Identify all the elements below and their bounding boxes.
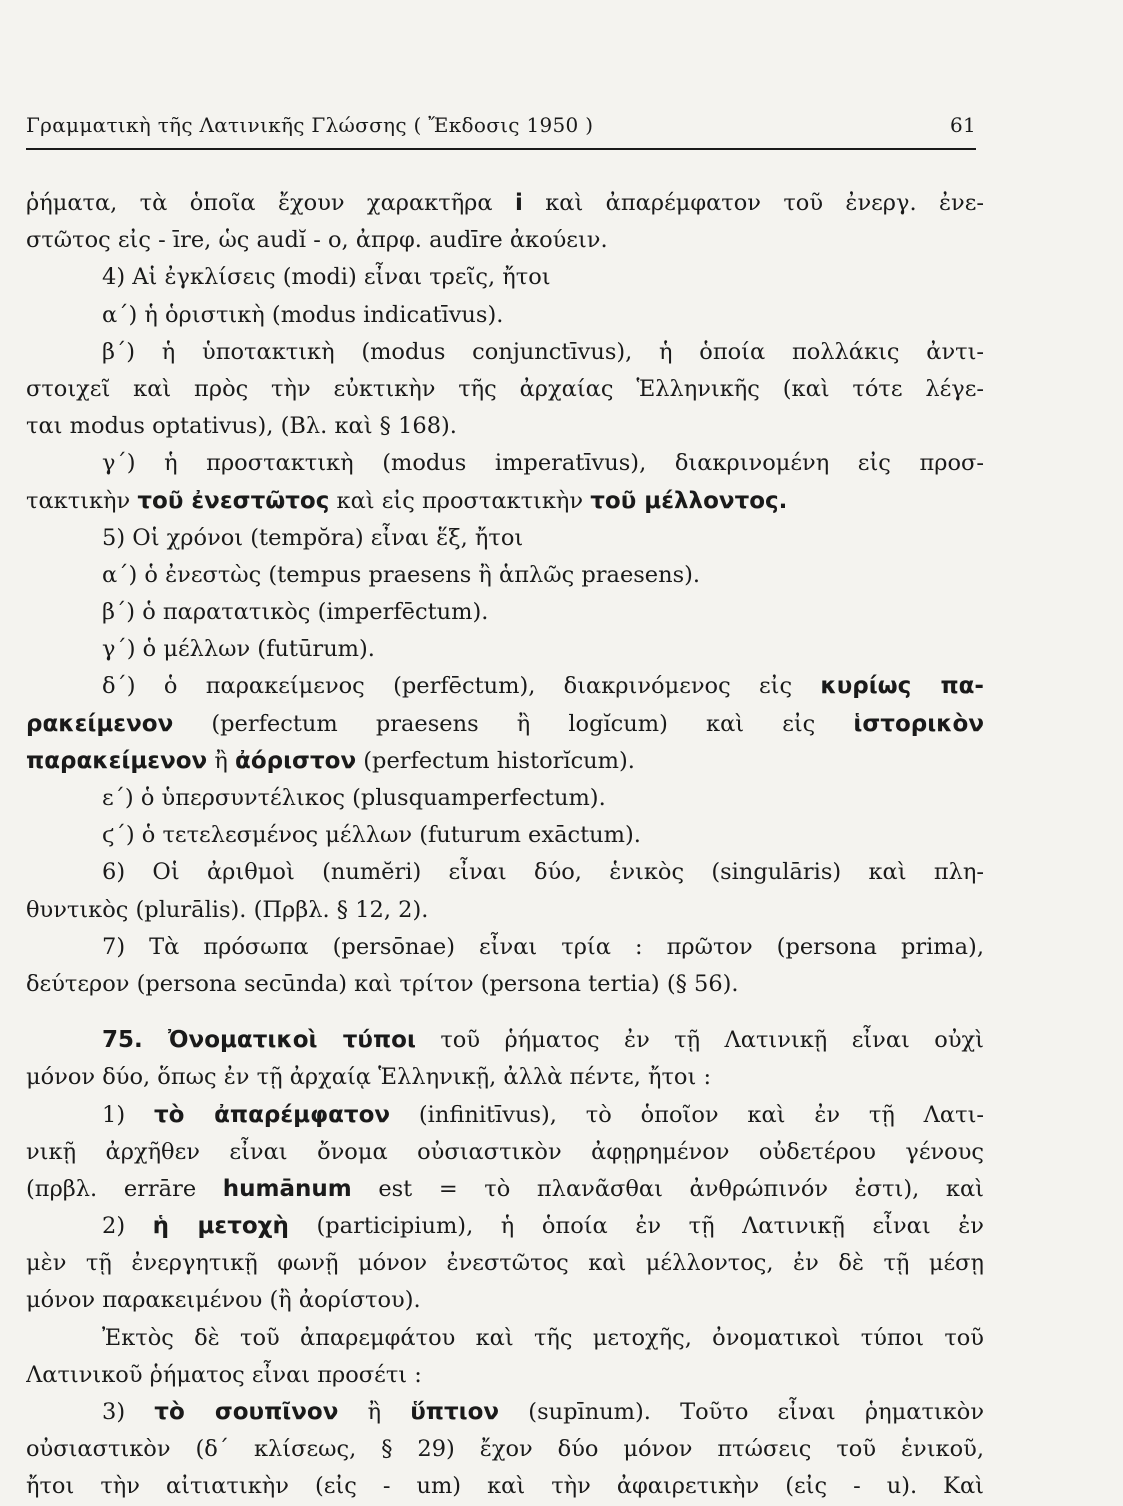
text-line <box>26 1134 984 1171</box>
text-line <box>26 297 984 334</box>
text-run: ϛ΄) ὁ τετελεσμένος μέλλων (futurum exāctum). <box>102 822 641 849</box>
text-run: οὐσιαστικὸν (δ΄ κλίσεως, § 29) ἔχον δύο μόνον πτώσεις τοῦ ἑνικοῦ, <box>26 1436 984 1463</box>
bold-term: ἱστορικὸν <box>853 710 984 737</box>
bold-term: κυρίως πα- <box>820 673 984 700</box>
bold-term: ὕπτιον <box>410 1399 500 1425</box>
section-gap <box>26 1003 984 1022</box>
text-run: ἢ <box>338 1399 411 1425</box>
text-run: (supīnum). Τοῦτο εἶναι ῥηματικὸν <box>499 1399 984 1425</box>
text-line <box>26 1357 984 1394</box>
text-run: 4) Αἱ ἐγκλίσεις (modi) εἶναι τρεῖς, ἤτοι <box>102 264 551 291</box>
bold-term: ἡ μετοχὴ <box>152 1213 289 1240</box>
text-run: ἢ <box>207 747 236 774</box>
text-line <box>26 1208 984 1245</box>
text-run: 7) Τὰ πρόσωπα (persōnae) εἶναι τρία : πρῶτον (persona prima), <box>102 933 984 960</box>
text-run: μόνον δύο, ὅπως ἐν τῇ ἀρχαίᾳ Ἑλληνικῇ, ἀλλὰ πέντε, ἤτοι : <box>26 1064 712 1091</box>
text-line <box>26 1059 984 1096</box>
text-line <box>26 185 984 222</box>
text-run: β΄) ἡ ὑποτακτικὴ (modus conjunctīvus), ἡ ὁποία πολλάκις ἀντι- <box>102 338 984 365</box>
text-line <box>26 1394 984 1431</box>
text-run: γ΄) ὁ μέλλων (futūrum). <box>102 636 375 663</box>
text-run: 2) <box>102 1213 153 1240</box>
text-line <box>26 594 984 631</box>
text-run: τοῦ ῥήματος ἐν τῇ Λατινικῇ εἶναι οὐχὶ <box>415 1027 984 1054</box>
text-run: Ἐκτὸς δὲ τοῦ ἀπαρεμφάτου καὶ τῆς μετοχῆς, ὀνοματικοὶ τύποι τοῦ <box>102 1324 984 1351</box>
text-line <box>26 892 984 929</box>
text-run: (participium), ἡ ὁποία ἐν τῇ Λατινικῇ εἶναι ἐν <box>288 1213 984 1240</box>
bold-term: τοῦ μέλλοντος. <box>590 487 788 514</box>
text-run: (perfectum historĭcum). <box>356 747 635 774</box>
text-run: τακτικὴν <box>26 487 138 514</box>
page-body-text <box>26 185 984 1506</box>
bold-term: τὸ σουπῖνον <box>154 1399 339 1425</box>
bold-term: τὸ ἀπαρέμφατον <box>153 1101 391 1128</box>
text-line <box>26 1320 984 1357</box>
text-run: 5) Οἱ χρόνοι (tempŏra) εἶναι ἕξ, ἤτοι <box>102 524 524 551</box>
running-header <box>26 113 976 137</box>
text-run: β΄) ὁ παρατατικὸς (imperfēctum). <box>102 599 489 626</box>
text-line <box>26 371 984 408</box>
bold-term: τοῦ ἐνεστῶτος <box>137 487 330 514</box>
text-run: στῶτος εἰς - īre, ὡς audĭ - o, ἀπρφ. audīre ἀκούειν. <box>26 227 608 254</box>
text-line <box>26 929 984 966</box>
bold-term: ἀόριστον <box>235 747 357 774</box>
text-run: δ΄) ὁ παρακείμενος (perfēctum), διακρινόμενος εἰς <box>102 673 821 700</box>
text-line <box>26 445 984 482</box>
text-run: 3) <box>102 1399 155 1425</box>
page-number: 61 <box>949 113 976 137</box>
text-line <box>26 334 984 371</box>
text-line <box>26 1431 984 1468</box>
text-run: δεύτερον (persona secūnda) καὶ τρίτον (persona tertia) (§ 56). <box>26 970 739 997</box>
text-line <box>26 780 984 817</box>
text-line <box>26 1171 984 1208</box>
text-run: (infinitīvus), τὸ ὁποῖον καὶ ἐν τῇ Λατι- <box>390 1101 984 1128</box>
text-run: μόνον παρακειμένου (ἢ ἀορίστου). <box>26 1287 421 1314</box>
text-line <box>26 483 984 520</box>
text-line <box>26 408 984 445</box>
text-line <box>26 1282 984 1319</box>
text-line <box>26 259 984 296</box>
bold-term: humānum <box>222 1175 352 1202</box>
running-title: Γραμματικὴ τῆς Λατινικῆς Γλώσσης ( Ἔκδοσις 1950 ) <box>26 113 594 137</box>
text-run: καὶ ἀπαρέμφατον τοῦ ἐνεργ. ἐνε- <box>522 190 984 216</box>
text-line <box>26 743 984 780</box>
text-run: θυντικὸς (plurālis). (Πρβλ. § 12, 2). <box>26 896 429 923</box>
bold-term: 75. Ὀνοματικοὶ τύποι <box>102 1027 416 1054</box>
text-line <box>26 1022 984 1059</box>
text-run: ῥήματα, τὰ ὁποῖα ἔχουν χαρακτῆρα <box>26 190 515 216</box>
bold-term: ρακείμενον <box>26 710 174 737</box>
text-line <box>26 520 984 557</box>
text-run: α΄) ἡ ὁριστικὴ (modus indicatīvus). <box>102 301 504 328</box>
text-run: 6) Οἱ ἀριθμοὶ (numĕri) εἶναι δύο, ἑνικὸς (singulāris) καὶ πλη- <box>102 859 984 886</box>
text-line <box>26 222 984 259</box>
header-rule <box>26 148 976 150</box>
text-run: (πρβλ. errāre <box>26 1175 223 1202</box>
text-run: γ΄) ἡ προστακτικὴ (modus imperatīvus), διακρινομένη εἰς προσ- <box>102 450 984 477</box>
text-run: (perfectum praesens ἢ logĭcum) καὶ εἰς <box>173 710 854 737</box>
text-line <box>26 854 984 891</box>
text-line <box>26 817 984 854</box>
text-run: est = τὸ πλανᾶσθαι ἀνθρώπινόν ἐστι), καὶ <box>351 1175 984 1202</box>
text-run: ἤτοι τὴν αἰτιατικὴν (εἰς - um) καὶ τὴν ἀφαιρετικὴν (εἰς - u). Καὶ <box>26 1473 984 1500</box>
text-line <box>26 557 984 594</box>
text-line <box>26 668 984 705</box>
text-run: α΄) ὁ ἐνεστὼς (tempus praesens ἢ ἁπλῶς praesens). <box>102 561 701 588</box>
text-run: Λατινικοῦ ῥήματος εἶναι προσέτι : <box>26 1361 422 1388</box>
text-run: ται modus optativus), (Βλ. καὶ § 168). <box>26 413 457 440</box>
text-run: μὲν τῇ ἐνεργητικῇ φωνῇ μόνον ἐνεστῶτος καὶ μέλλοντος, ἐν δὲ τῇ μέσῃ <box>26 1250 984 1277</box>
text-run: νικῇ ἀρχῆθεν εἶναι ὄνομα οὐσιαστικὸν ἀφῃρημένον οὐδετέρου γένους <box>26 1138 984 1165</box>
bold-term: i <box>514 190 523 216</box>
text-run: ε΄) ὁ ὑπερσυντέλικος (plusquamperfectum). <box>102 785 606 811</box>
text-run: καὶ εἰς προστακτικὴν <box>329 487 591 514</box>
text-run: 1) <box>102 1101 154 1128</box>
text-line <box>26 1245 984 1282</box>
text-line <box>26 631 984 668</box>
text-line <box>26 706 984 743</box>
bold-term: παρακείμενον <box>26 747 208 774</box>
text-line <box>26 966 984 1003</box>
text-line <box>26 1097 984 1134</box>
text-run: στοιχεῖ καὶ πρὸς τὴν εὐκτικὴν τῆς ἀρχαίας Ἑλληνικῆς (καὶ τότε λέγε- <box>26 375 984 402</box>
